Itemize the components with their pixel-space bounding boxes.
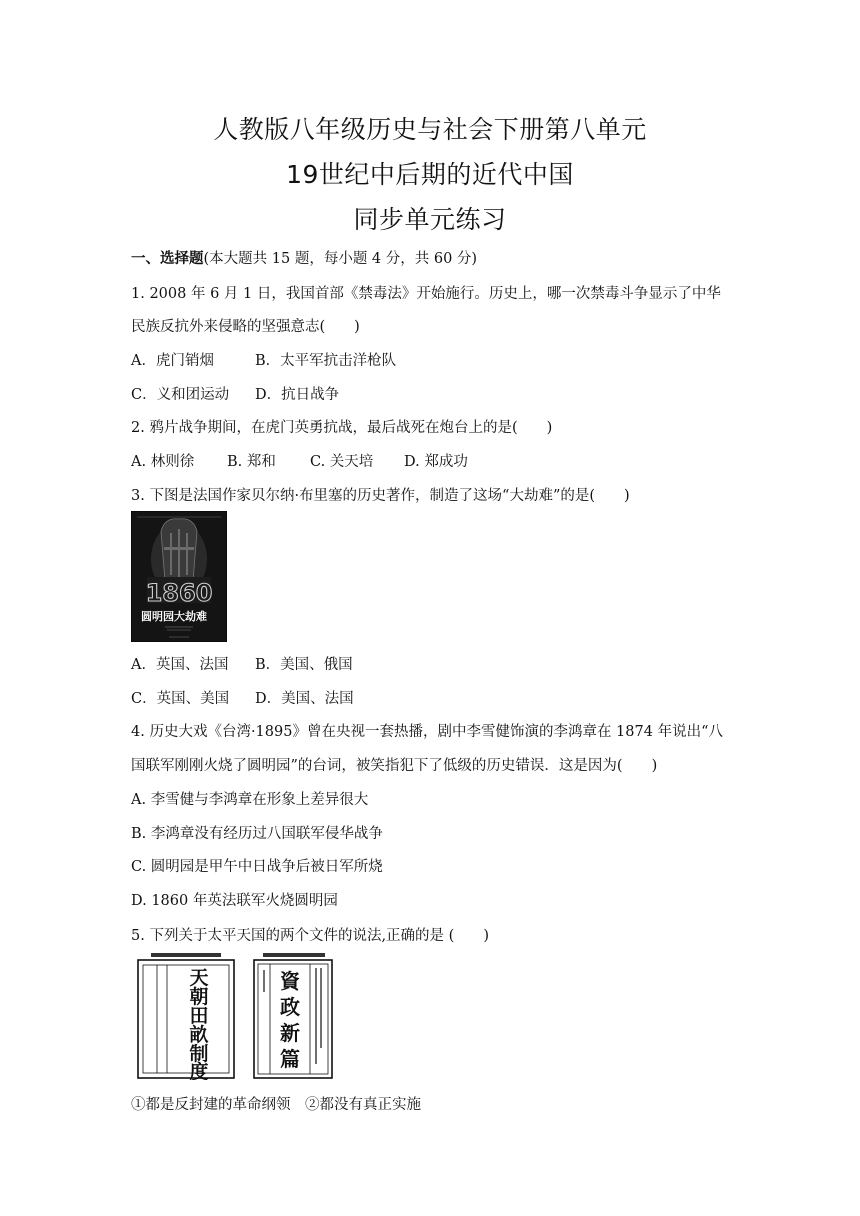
q3-options-row-1: [131, 653, 353, 674]
q4-option-c: C. 圆明园是甲午中日战争后被日军所烧: [131, 859, 383, 875]
q5-statements: ①都是反封建的革命纲领 ②都没有真正实施: [131, 1097, 421, 1113]
book-title: 圆明园大劫难: [141, 610, 207, 623]
q1-option-b: B．太平军抗击洋枪队: [255, 353, 397, 369]
doc1-char-3: 田: [189, 1005, 209, 1027]
q4-option-d: D. 1860 年英法联军火烧圆明园: [131, 893, 338, 909]
q2-option-c: C. 关天培: [310, 454, 374, 470]
q3-option-b: B．美国、俄国: [255, 657, 353, 673]
book-cover-image: [131, 511, 227, 642]
q1-option-c: C．义和团运动: [131, 387, 230, 403]
q1-stem-line-1: 1. 2008 年 6 月 1 日，我国首部《禁毒法》开始施行。历史上，哪一次禁毒斗争显示了中华: [131, 286, 721, 302]
q2-option-a: A. 林则徐: [131, 454, 195, 470]
q2-option-d: D. 郑成功: [404, 454, 468, 470]
section-heading: [131, 247, 477, 268]
q4-stem-line-2: 国联军刚刚火烧了圆明园”的台词，被笑指犯下了低级的历史错误．这是因为( ): [131, 758, 658, 774]
doc1-char-4: 畝: [189, 1024, 209, 1046]
q2-option-b: B. 郑和: [227, 454, 276, 470]
title-line-1: 人教版八年级历史与社会下册第八单元: [213, 115, 647, 144]
q2-stem: 2. 鸦片战争期间，在虎门英勇抗战，最后战死在炮台上的是( ): [131, 420, 553, 436]
section-note: (本大题共 15 题，每小题 4 分，共 60 分): [203, 251, 478, 267]
doc2-char-2: 政: [280, 995, 300, 1019]
q1-stem-line-2: 民族反抗外来侵略的坚强意志( ): [131, 319, 360, 335]
section-heading-label: 一、选择题: [131, 250, 204, 267]
q2-options-row: [131, 450, 468, 471]
q5-stem: 5. 下列关于太平天国的两个文件的说法,正确的是 ( ): [131, 928, 489, 944]
q4-option-a: A. 李雪健与李鸿章在形象上差异很大: [131, 792, 369, 808]
doc1-char-6: 度: [189, 1061, 209, 1080]
title-line-2: 19世纪中后期的近代中国: [286, 160, 574, 189]
q1-options-row-2: [131, 383, 339, 404]
q1-options-row-1: [131, 349, 396, 370]
q3-options-row-2: [131, 687, 354, 708]
q3-stem: 3. 下图是法国作家贝尔纳·布里塞的历史著作，制造了这场“大劫难”的是( ): [131, 488, 630, 504]
doc1-char-2: 朝: [189, 986, 209, 1008]
doc2-char-3: 新: [280, 1021, 300, 1045]
doc2-char-4: 篇: [280, 1047, 300, 1071]
doc1-char-1: 天: [189, 967, 209, 989]
q4-stem-line-1: 4. 历史大戏《台湾·1895》曾在央视一套热播，剧中李雪健饰演的李鸿章在 1874 年说出“八: [131, 724, 723, 740]
book-year: 1860: [145, 579, 213, 607]
tianchao-tianmu-zhidu-document-image: [137, 952, 235, 1080]
q3-option-a: A．英国、法国: [131, 657, 229, 673]
title-line-3: 同步单元练习: [353, 205, 507, 234]
q1-option-a: A．虎门销烟: [131, 353, 214, 369]
q4-option-b: B. 李鸿章没有经历过八国联军侵华战争: [131, 826, 383, 842]
doc1-char-5: 制: [189, 1043, 209, 1065]
doc2-char-1: 資: [280, 969, 300, 993]
q1-option-d: D．抗日战争: [255, 387, 340, 403]
zizheng-xinpian-document-image: [253, 952, 333, 1080]
q3-option-d: D．美国、法国: [255, 691, 354, 707]
q3-option-c: C．英国、美国: [131, 691, 230, 707]
